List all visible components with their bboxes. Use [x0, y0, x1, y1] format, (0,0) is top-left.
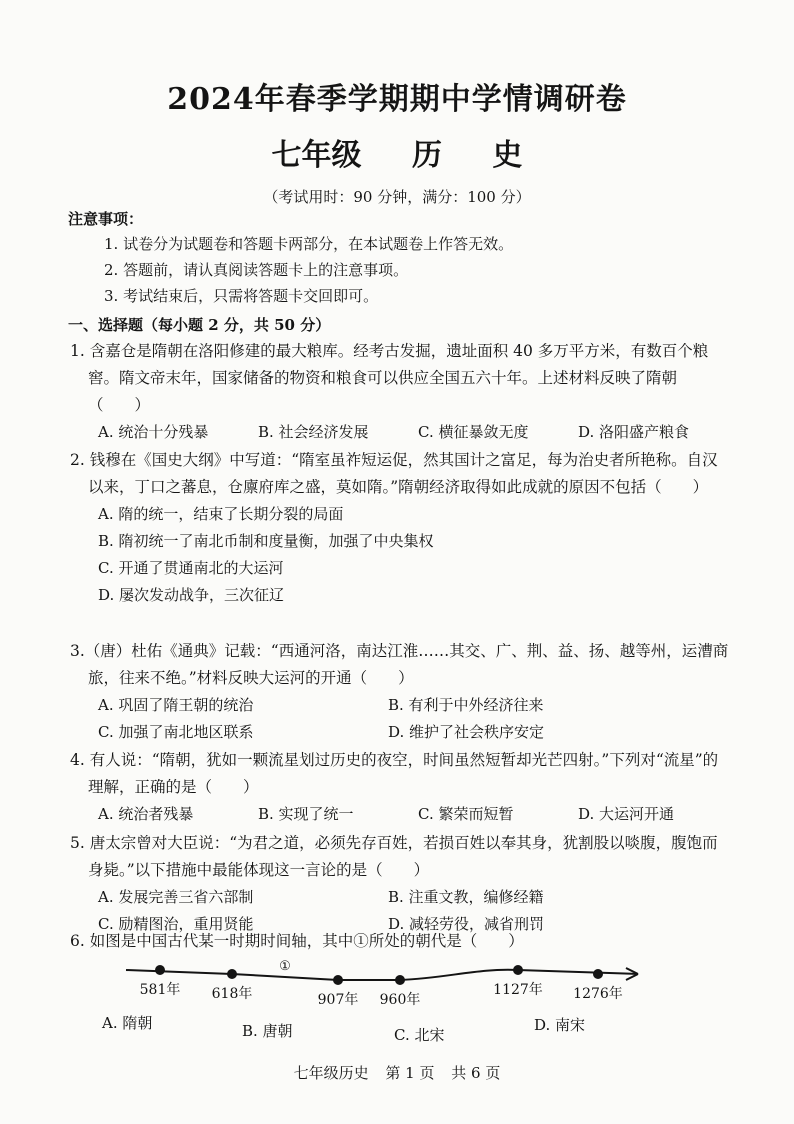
- notice-heading: 注意事项：: [68, 210, 144, 228]
- option-row: [70, 692, 730, 719]
- timeline-year-label: 907年: [317, 992, 359, 1006]
- option-c: C. 北宋: [394, 1026, 445, 1044]
- option-b: B. 有利于中外经济往来: [388, 696, 544, 714]
- footer-course: 七年级历史: [293, 1064, 369, 1082]
- question-stem: 3.（唐）杜佑《通典》记载：“西通河洛，南达江淮……其交、广、荆、益、扬、越等州，运漕商旅，往来不绝。”材料反映大运河的开通（ ）: [70, 642, 729, 687]
- option-a: A. 统治者残暴: [98, 805, 194, 823]
- question-stem: 2. 钱穆在《国史大纲》中写道：“隋室虽祚短运促，然其国计之富足，每为治史者所艳称。自汉以来，丁口之蕃息，仓廪府库之盛，莫如隋。”隋朝经济取得如此成就的原因不包括（ ）: [70, 451, 718, 496]
- option-d: D. 大运河开通: [578, 805, 675, 823]
- question-stem: 6. 如图是中国古代某一时期时间轴，其中①所处的朝代是（ ）: [70, 932, 524, 950]
- option-b: B. 隋初统一了南北币制和度量衡，加强了中央集权: [98, 532, 434, 550]
- page-footer: [0, 1062, 794, 1083]
- option-a: A. 隋朝: [102, 1014, 153, 1032]
- option-row: [70, 801, 730, 828]
- timeline-point: [593, 969, 603, 979]
- option-c: C. 繁荣而短暂: [418, 805, 514, 823]
- option-d: D. 屡次发动战争，三次征辽: [98, 586, 285, 604]
- timeline-point: [155, 965, 165, 975]
- option-list: [70, 501, 730, 609]
- option-a: A. 统治十分残暴: [98, 423, 209, 441]
- timeline-point: [333, 975, 343, 985]
- timeline-year-label: 960年: [379, 992, 421, 1006]
- option-a: A. 发展完善三省六部制: [98, 888, 254, 906]
- timeline-point: [227, 969, 237, 979]
- question-2: [70, 447, 730, 609]
- timeline-marker-label: ①: [279, 959, 291, 974]
- timeline-year-label: 1276年: [573, 986, 623, 1002]
- option-b: B. 社会经济发展: [258, 423, 369, 441]
- exam-info: （考试用时：90 分钟，满分：100 分）: [263, 188, 531, 206]
- question-6: [70, 928, 730, 955]
- option-d: D. 减轻劳役，减省刑罚: [388, 915, 545, 933]
- question-1: [70, 338, 730, 446]
- question-stem: 1. 含嘉仓是隋朝在洛阳修建的最大粮库。经考古发掘，遗址面积 40 多万平方米，有数百个粮窖。隋文帝末年，国家储备的物资和粮食可以供应全国五六十年。上述材料反映了隋朝（ ）: [70, 342, 709, 414]
- option-c: C. 开通了贯通南北的大运河: [98, 559, 284, 577]
- question-5: [70, 830, 730, 938]
- timeline-year-label: 618年: [211, 986, 253, 1002]
- option-row: [70, 719, 730, 746]
- question-stem: 4. 有人说：“隋朝，犹如一颗流星划过历史的夜空，时间虽然短暂却光芒四射。”下列对“流星”的理解，正确的是（ ）: [70, 751, 719, 796]
- option-c: C. 横征暴敛无度: [418, 423, 529, 441]
- notice-item: 3. 考试结束后，只需将答题卡交回即可。: [104, 287, 379, 305]
- notice-item: 1. 试卷分为试题卷和答题卡两部分，在本试题卷上作答无效。: [104, 235, 514, 253]
- question-3: [70, 638, 730, 746]
- footer-total: 共 6 页: [451, 1064, 501, 1082]
- timeline-year-label: 1127年: [493, 982, 543, 998]
- option-c: C. 励精图治，重用贤能: [98, 915, 254, 933]
- footer-page: 第 1 页: [385, 1064, 435, 1082]
- section-heading: 一、选择题（每小题 2 分，共 50 分）: [68, 316, 331, 334]
- option-d: D. 维护了社会秩序安定: [388, 723, 545, 741]
- timeline-year-label: 581年: [139, 982, 181, 998]
- option-row: [70, 419, 730, 446]
- timeline-point: [513, 965, 523, 975]
- notice-item: 2. 答题前，请认真阅读答题卡上的注意事项。: [104, 261, 409, 279]
- option-d: D. 南宋: [534, 1016, 586, 1034]
- option-row: [70, 884, 730, 911]
- option-b: B. 实现了统一: [258, 805, 354, 823]
- option-c: C. 加强了南北地区联系: [98, 723, 254, 741]
- notice-list: [104, 234, 513, 312]
- option-b: B. 唐朝: [242, 1022, 293, 1040]
- timeline-axis: [126, 970, 638, 980]
- page-subtitle: 七年级 历 史: [271, 138, 523, 173]
- option-a: A. 巩固了隋王朝的统治: [98, 696, 254, 714]
- option-b: B. 注重文教，编修经籍: [388, 888, 544, 906]
- option-a: A. 隋的统一，结束了长期分裂的局面: [98, 505, 344, 523]
- page-title: 2024年春季学期期中学情调研卷: [167, 82, 627, 117]
- question-4: [70, 747, 730, 828]
- question-stem: 5. 唐太宗曾对大臣说：“为君之道，必须先存百姓，若损百姓以奉其身，犹割股以啖腹，腹饱而身毙。”以下措施中最能体现这一言论的是（ ）: [70, 834, 718, 879]
- option-d: D. 洛阳盛产粮食: [578, 423, 690, 441]
- timeline-figure: [118, 956, 658, 1006]
- timeline-point: [395, 975, 405, 985]
- timeline-svg: [118, 956, 658, 1006]
- timeline-options: [98, 1012, 658, 1044]
